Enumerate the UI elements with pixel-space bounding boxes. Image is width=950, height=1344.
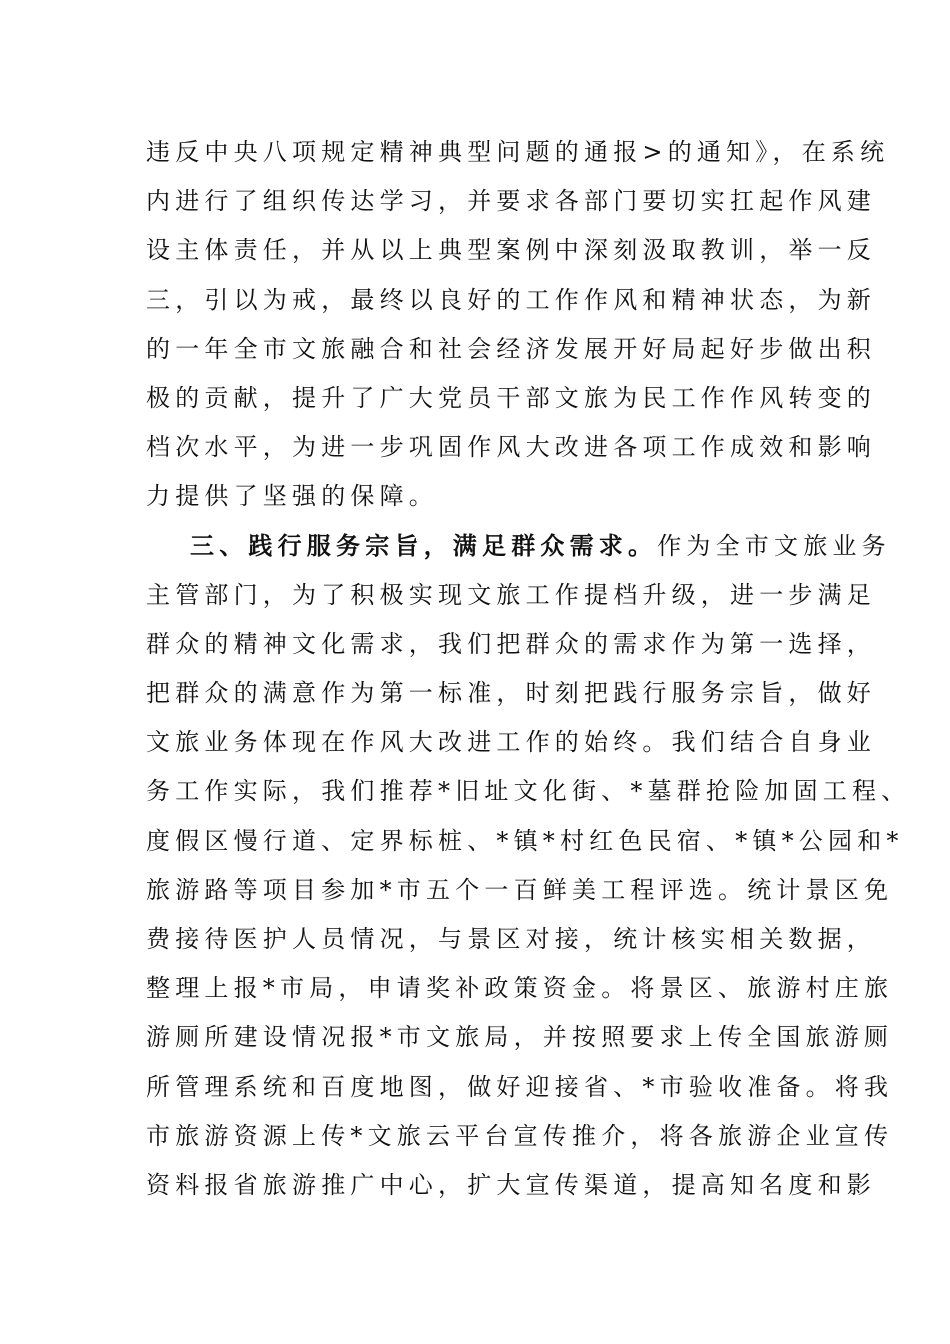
section-line: 游厕所建设情况报*市文旅局，并按照要求上传全国旅游厕 <box>146 1023 894 1052</box>
section-line: 群众的精神文化需求，我们把群众的需求作为第一选择， <box>146 629 876 658</box>
section-first-line <box>146 522 891 571</box>
section-line: 度假区慢行道、定界标桩、*镇*村红色民宿、*镇*公园和* <box>146 826 904 855</box>
paragraph-line: 的一年全市文旅融合和社会经济发展开好局起好步做出积 <box>146 334 876 363</box>
section-line: 市旅游资源上传*文旅云平台宣传推介，将各旅游企业宣传 <box>146 1121 894 1150</box>
section-line: 把群众的满意作为第一标准，时刻把践行服务宗旨，做好 <box>146 679 876 708</box>
section-line: 旅游路等项目参加*市五个一百鲜美工程评选。统计景区免 <box>146 875 894 904</box>
section-line: 费接待医护人员情况，与景区对接，统计核实相关数据， <box>146 925 876 953</box>
paragraph-line: 档次水平，为进一步巩固作风大改进各项工作成效和影响 <box>146 433 876 462</box>
section-line: 文旅业务体现在作风大改进工作的始终。我们结合自身业 <box>146 728 876 757</box>
section-line: 资料报省旅游推广中心，扩大宣传渠道，提高知名度和影 <box>146 1170 876 1199</box>
paragraph-line: 设主体责任，并从以上典型案例中深刻汲取教训，举一反 <box>146 236 876 265</box>
section-line: 主管部门，为了积极实现文旅工作提档升级，进一步满足 <box>146 580 876 609</box>
section-line: 所管理系统和百度地图，做好迎接省、*市验收准备。将我 <box>146 1072 894 1101</box>
body-text <box>146 128 911 1210</box>
section-line: 务工作实际，我们推荐*旧址文化街、*墓群抢险加固工程、 <box>146 777 911 806</box>
paragraph-line: 违反中央八项规定精神典型问题的通报>的通知》，在系统 <box>146 138 890 166</box>
section-first-line-text: 作为全市文旅业务 <box>657 531 891 560</box>
section-heading: 三、践行服务宗旨，满足群众需求。 <box>190 531 658 560</box>
paragraph-line: 内进行了组织传达学习，并要求各部门要切实扛起作风建 <box>146 187 876 216</box>
paragraph-line: 极的贡献，提升了广大党员干部文旅为民工作作风转变的 <box>146 383 876 412</box>
paragraph-line: 三，引以为戒，最终以良好的工作作风和精神状态，为新 <box>146 285 876 314</box>
paragraph-line: 力提供了坚强的保障。 <box>146 482 438 511</box>
section-line: 整理上报*市局，申请奖补政策资金。将景区、旅游村庄旅 <box>146 974 894 1003</box>
